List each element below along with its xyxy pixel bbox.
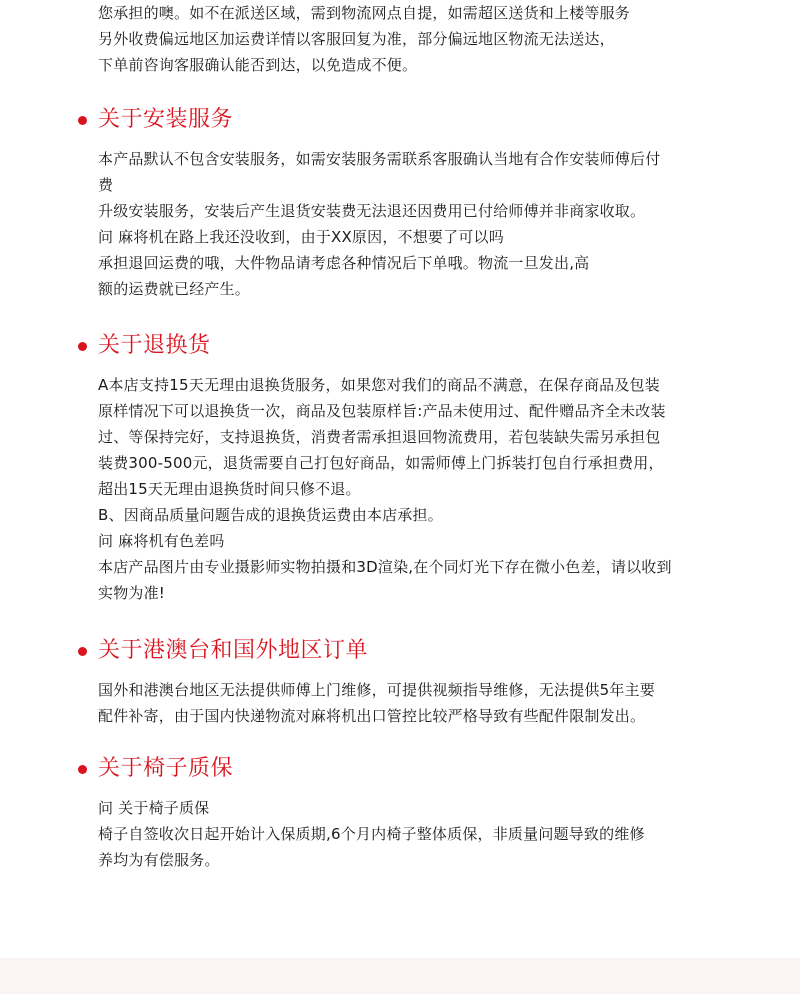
section-title: 关于港澳台和国外地区订单 [98, 638, 369, 663]
section-body [98, 146, 758, 302]
intro-line: 下单前咨询客服确认能否到达，以免造成不便。 [98, 56, 418, 74]
section-body [98, 795, 758, 873]
section-heading [78, 751, 758, 787]
body-line: 原样情况下可以退换货一次，商品及包装原样旨:产品未使用过、配件赠品齐全未改装 [98, 402, 666, 420]
bullet-dot-icon [78, 765, 87, 774]
bullet-dot-icon [78, 342, 87, 351]
section-chair-warranty [78, 751, 758, 873]
body-line: 升级安装服务，安装后产生退货安装费无法退还因费用已付给师傅并非商家收取。 [98, 202, 646, 220]
section-returns [78, 328, 758, 606]
body-line: B、因商品质量问题告成的退换货运费由本店承担。 [98, 506, 443, 524]
body-line: 实物为准! [98, 584, 166, 602]
body-line: 椅子自签收次日起开始计入保质期,6个月内椅子整体质保，非质量问题导致的维修 [98, 825, 645, 843]
body-line: 装费300-500元，退货需要自己打包好商品，如需师傅上门拆装打包自行承担费用， [98, 454, 664, 472]
body-line: 超出15天无理由退换货时间只修不退。 [98, 480, 361, 498]
body-line: 问 麻将机有色差吗 [98, 532, 225, 550]
body-line: 问 关于椅子质保 [98, 799, 210, 817]
intro-line: 另外收费偏远地区加运费详情以客服回复为准，部分偏远地区物流无法送达， [98, 30, 615, 48]
body-line: 承担退回运费的哦，大件物品请考虑各种情况后下单哦。物流一旦发出,高 [98, 254, 590, 272]
body-line: 本店产品图片由专业摄影师实物拍摄和3D渲染,在个同灯光下存在微小色差，请以收到 [98, 558, 672, 576]
body-line: 额的运费就已经产生。 [98, 280, 251, 298]
intro-paragraph [98, 0, 738, 78]
section-body [98, 677, 758, 729]
section-overseas-orders [78, 633, 758, 729]
section-heading [78, 633, 758, 669]
section-install-service [78, 102, 758, 302]
section-body [98, 372, 758, 606]
body-line: 国外和港澳台地区无法提供师傅上门维修，可提供视频指导维修，无法提供5年主要 [98, 681, 655, 699]
body-line: 过、等保持完好，支持退换货，消费者需承担退回物流费用，若包装缺失需另承担包 [98, 428, 661, 446]
intro-line: 您承担的噢。如不在派送区域，需到物流网点自提，如需超区送货和上楼等服务 [98, 4, 631, 22]
body-line: 问 麻将机在路上我还没收到，由于XX原因，不想要了可以吗 [98, 228, 504, 246]
bullet-dot-icon [78, 647, 87, 656]
section-title: 关于椅子质保 [98, 756, 234, 781]
section-heading [78, 102, 758, 138]
section-heading [78, 328, 758, 364]
section-title: 关于退换货 [98, 333, 211, 358]
bullet-dot-icon [78, 116, 87, 125]
body-line: 本产品默认不包含安装服务，如需安装服务需联系客服确认当地有合作安装师傅后付 [98, 150, 661, 168]
body-line: 配件补寄，由于国内快递物流对麻将机出口管控比较严格导致有些配件限制发出。 [98, 707, 646, 725]
footer-band [0, 958, 800, 994]
section-title: 关于安装服务 [98, 107, 234, 132]
body-line: 费 [98, 176, 114, 194]
body-line: 养均为有偿服务。 [98, 851, 220, 869]
body-line: A本店支持15天无理由退换货服务，如果您对我们的商品不满意，在保存商品及包装 [98, 376, 660, 394]
